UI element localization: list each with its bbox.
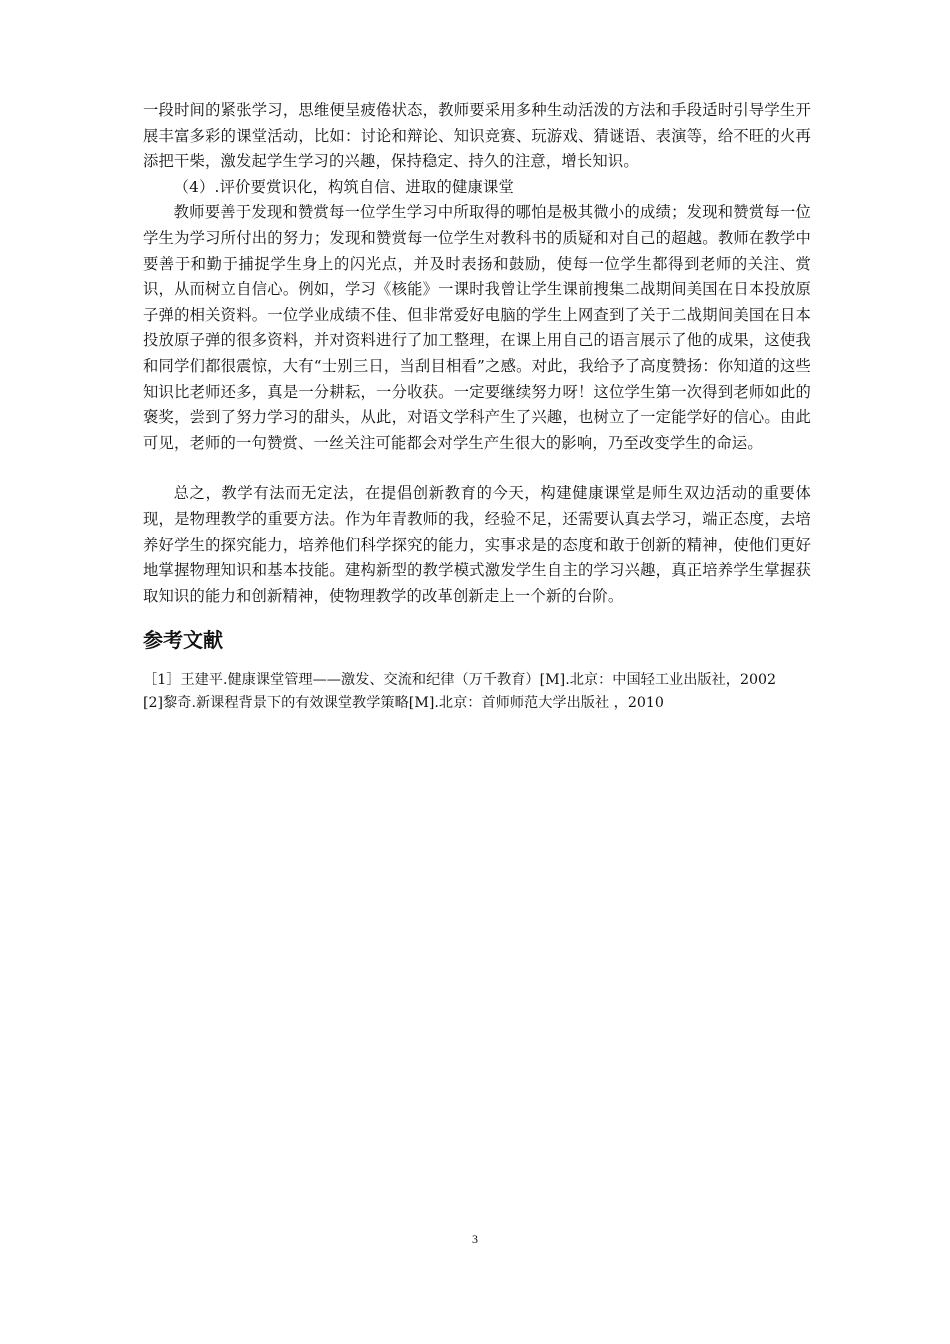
references-list [143,669,811,715]
section-subheading-4: （4）.评价要赏识化，构筑自信、进取的健康课堂 [173,177,515,196]
page-content [143,98,811,715]
body-paragraph-conclusion: 总之，教学有法而无定法，在提倡创新教育的今天，构建健康课堂是师生双边活动的重要体现，是物理教学的重要方法。作为年青教师的我，经验不足，还需要认真去学习，端正态度，去培养好学生的探究能力，培养他们科学探究的能力，实事求是的态度和敢于创新的精神，使他们更好地掌握物理知识和基本技能。建构新型的教学模式激发学生自主的学习兴趣，真正培养学生掌握获取知识的能力和创新精神，使物理教学的改革创新走上一个新的台阶。 [143,484,811,605]
references-heading: 参考文献 [143,628,223,653]
body-paragraph-praise: 教师要善于发现和赞赏每一位学生学习中所取得的哪怕是极其微小的成绩；发现和赞赏每一位学生为学习所付出的努力；发现和赞赏每一位学生对教科书的质疑和对自己的超越。教师在教学中要善于和勤于捕捉学生身上的闪光点，并及时表扬和鼓励，使每一位学生都得到老师的关注、赏识，从而树立自信心。例如，学习《核能》一课时我曾让学生课前搜集二战期间美国在日本投放原子弹的相关资料。一位学业成绩不佳、但非常爱好电脑的学生上网查到了关于二战期间美国在日本投放原子弹的很多资料，并对资料进行了加工整理，在课上用自己的语言展示了他的成果，这使我和同学们都很震惊，大有“士别三日，当刮目相看”之感。对此，我给予了高度赞扬：你知道的这些知识比老师还多，真是一分耕耘，一分收获。一定要继续努力呀！这位学生第一次得到老师如此的褒奖，尝到了努力学习的甜头，从此，对语文学科产生了兴趣，也树立了一定能学好的信心。由此可见，老师的一句赞赏、一丝关注可能都会对学生产生很大的影响，乃至改变学生的命运。 [143,203,811,452]
page-number: 3 [472,1232,478,1246]
body-paragraph-continued: 一段时间的紧张学习，思维便呈疲倦状态，教师要采用多种生动活泼的方法和手段适时引导学生开展丰富多彩的课堂活动，比如：讨论和辩论、知识竞赛、玩游戏、猜谜语、表演等，给不旺的火再添把干柴，激发起学生学习的兴趣，保持稳定、持久的注意，增长知识。 [143,101,811,171]
paragraph-spacer [143,456,811,481]
reference-item-1: ［1］王建平.健康课堂管理——激发、交流和纪律（万千教育）[M].北京：中国轻工业出版社，2002 [143,672,777,689]
reference-item-2: [2]黎奇.新课程背景下的有效课堂教学策略[M].北京：首师师范大学出版社 ，2010 [143,695,664,712]
